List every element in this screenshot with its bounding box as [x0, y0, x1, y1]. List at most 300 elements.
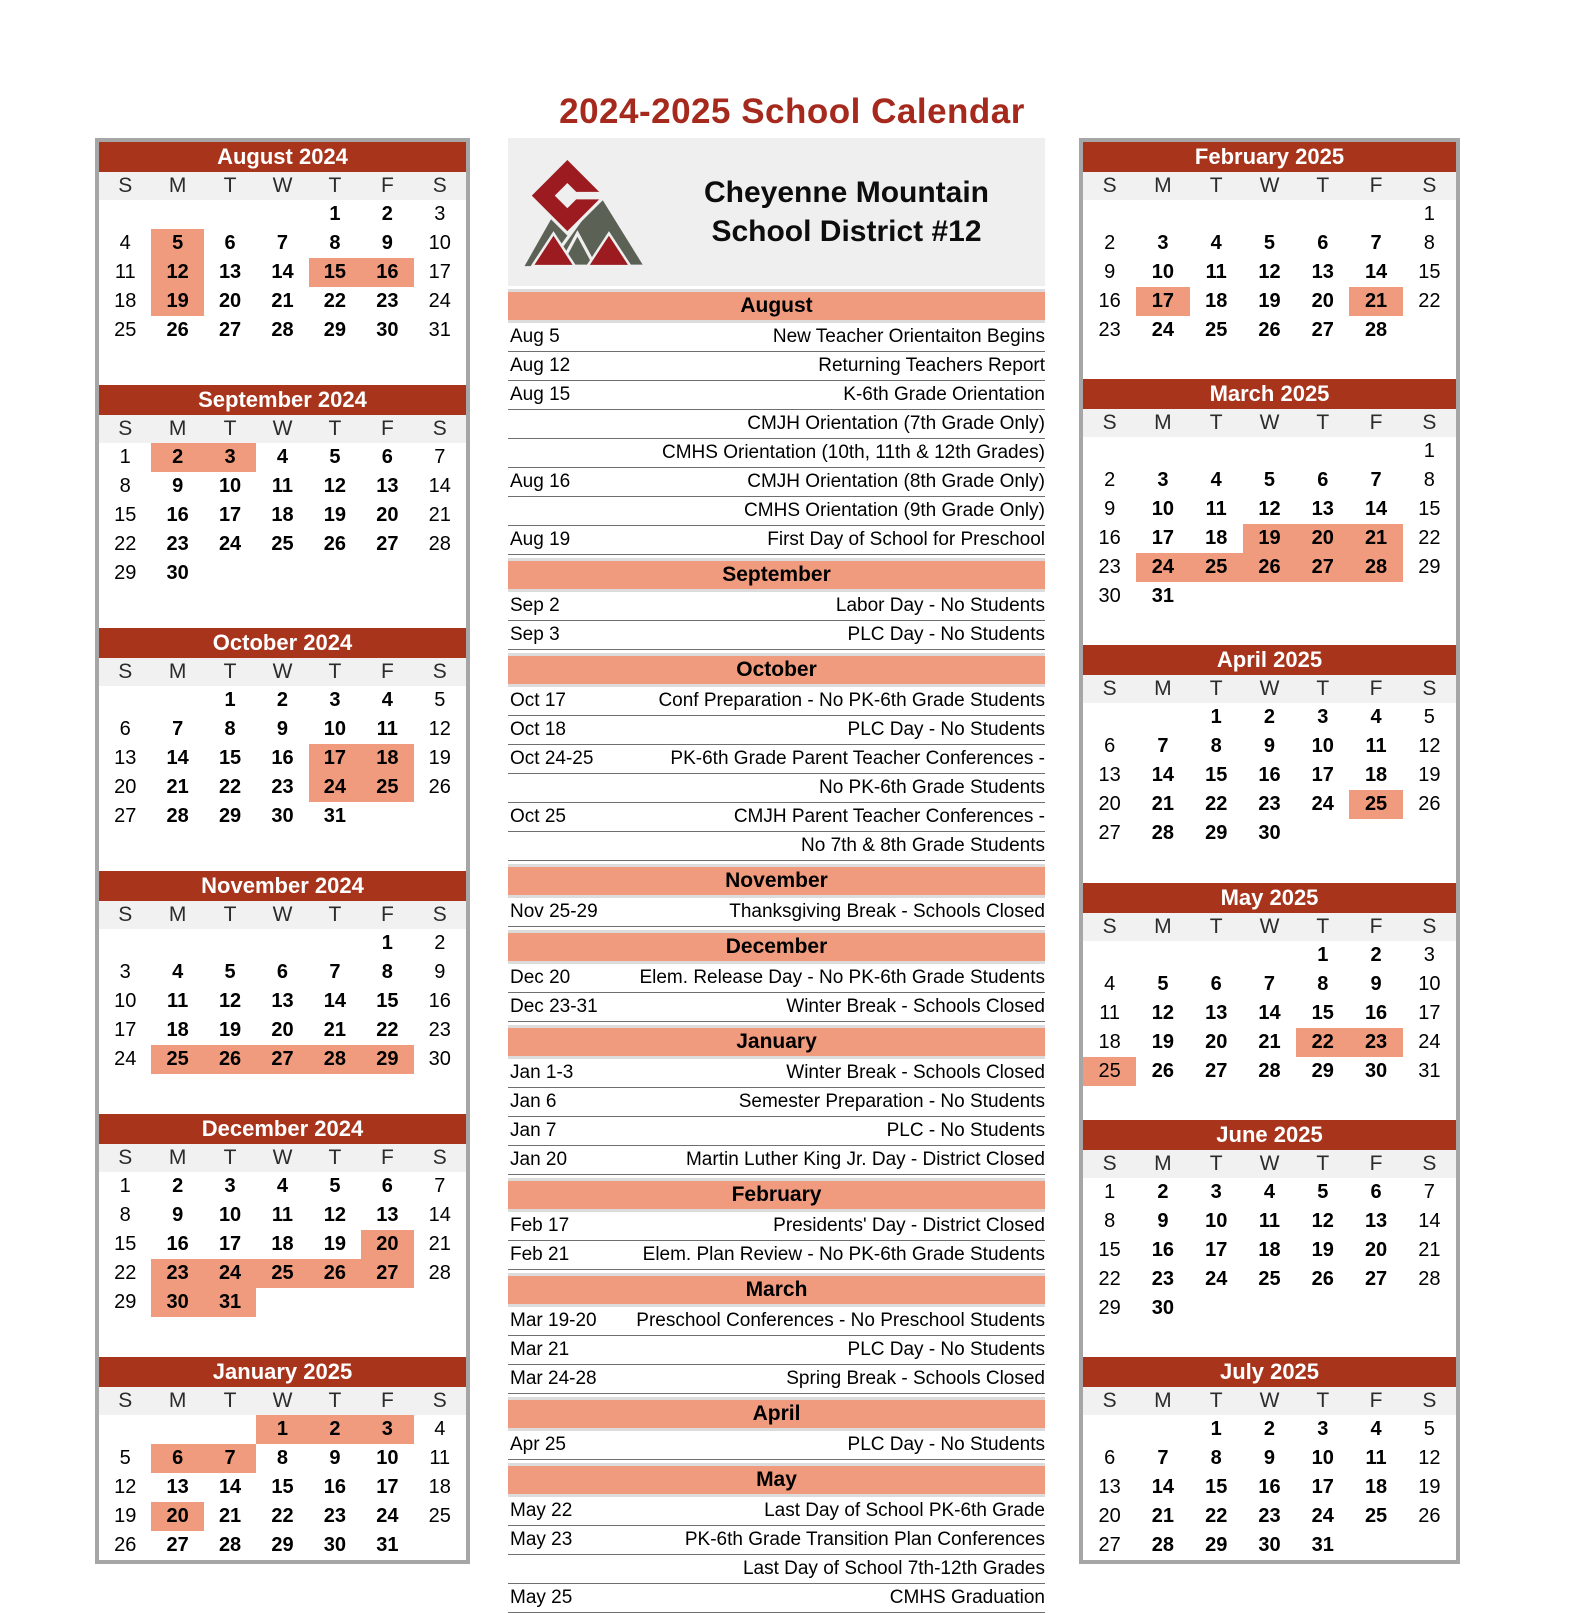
calendar-day-cell: 2: [309, 1415, 361, 1444]
calendar-day-cell: 8: [1210, 1446, 1222, 1469]
day-header-cell: S: [1422, 1388, 1437, 1412]
calendar-day-headers: [1083, 675, 1456, 703]
calendar-day-cell: [151, 686, 203, 715]
calendar-month: [1083, 883, 1456, 1086]
calendar-day-cell: 25: [114, 319, 137, 341]
event-date: Jan 20: [510, 1149, 568, 1170]
calendar-day-headers: [99, 1144, 466, 1172]
event-date: Mar 24-28: [510, 1368, 597, 1389]
calendar-week-row: [99, 1473, 466, 1502]
calendar-week-row: [99, 1415, 466, 1444]
calendar-day-cell: 8: [119, 1204, 131, 1226]
day-header-cell: W: [1259, 174, 1280, 197]
day-header-cell: S: [1102, 174, 1117, 197]
calendar-day-cell: 10: [1151, 498, 1175, 521]
calendar-week-row: [99, 229, 466, 258]
event-row: [508, 803, 1045, 832]
calendar-day-cell: 18: [361, 744, 413, 773]
calendar-day-cell: 22: [1418, 527, 1441, 550]
calendar-day-cell: 6: [381, 1175, 393, 1197]
calendar-week-row: [99, 472, 466, 501]
calendar-day-cell: 10: [218, 1204, 242, 1226]
calendar-day-cell: 1: [1210, 706, 1222, 729]
calendar-day-cell: 20: [1296, 524, 1349, 553]
calendar-day-cell: 5: [1423, 706, 1435, 729]
calendar-day-cell: 10: [376, 1447, 399, 1469]
calendar-week-row: [1083, 524, 1456, 553]
calendar-day-cell: 19: [1243, 524, 1296, 553]
calendar-day-cell: 22: [1418, 290, 1441, 312]
calendar-week-row: [99, 744, 466, 773]
month-band: March: [508, 1273, 1045, 1307]
calendar-day-cell: 1: [119, 446, 131, 468]
calendar-day-cell: 9: [329, 1447, 341, 1469]
calendar-week-row: [1083, 790, 1456, 819]
calendar-day-cell: 11: [1365, 1446, 1387, 1469]
calendar-day-cell: 18: [114, 290, 137, 312]
calendar-day-cell: 27: [361, 1259, 413, 1288]
calendar-day-cell: 26: [204, 1045, 256, 1074]
calendar-day-cell: 9: [381, 232, 393, 254]
calendar-day-cell: 28: [271, 319, 294, 341]
day-header-cell: T: [1209, 411, 1223, 435]
calendar-day-cell: 3: [1157, 469, 1169, 492]
calendar-day-cell: 26: [323, 533, 347, 555]
month-band: December: [508, 930, 1045, 964]
calendar-day-cell: 3: [204, 443, 256, 472]
calendar-day-cell: 14: [218, 1476, 242, 1498]
calendar-day-cell: 13: [1311, 261, 1334, 283]
calendar-day-cell: 9: [1263, 735, 1276, 758]
calendar-day-cell: 17: [1418, 1001, 1441, 1024]
calendar-day-cell: 21: [1418, 1238, 1441, 1261]
calendar-day-cell: 26: [309, 1259, 361, 1288]
event-description: Conf Preparation - No PK-6th Grade Students: [658, 690, 1045, 711]
calendar-day-cell: [1349, 200, 1402, 229]
calendar-day-cell: [1349, 1531, 1402, 1560]
day-header-cell: S: [432, 1146, 447, 1169]
calendar-week-row: [1083, 941, 1456, 970]
event-date: Dec 23-31: [510, 996, 598, 1017]
calendar-week-row: [99, 715, 466, 744]
calendar-day-cell: 25: [256, 1259, 308, 1288]
calendar-day-cell: 15: [376, 990, 399, 1012]
event-row: [508, 687, 1045, 716]
calendar-day-cell: 20: [1311, 290, 1334, 312]
calendar-day-cell: 24: [1311, 793, 1334, 816]
day-header-cell: S: [1102, 1388, 1117, 1412]
calendar-day-cell: 22: [271, 1505, 294, 1527]
event-description: CMHS Graduation: [889, 1587, 1045, 1608]
calendar-day-cell: 15: [309, 258, 361, 287]
calendar-day-cell: 31: [376, 1534, 399, 1556]
event-description: Spring Break - Schools Closed: [786, 1368, 1045, 1389]
calendar-day-cell: 29: [218, 805, 242, 827]
day-header-cell: M: [1154, 914, 1172, 938]
calendar-day-cell: 19: [1151, 1030, 1175, 1053]
calendar-day-cell: 16: [271, 747, 294, 769]
day-header-cell: T: [223, 1389, 237, 1412]
event-date: Jan 1-3: [510, 1062, 574, 1083]
calendar-day-cell: 6: [1104, 1446, 1116, 1469]
calendar-day-cell: 2: [1104, 469, 1116, 492]
calendar-day-cell: 4: [1210, 232, 1222, 254]
day-header-cell: S: [1102, 1151, 1117, 1175]
calendar-day-cell: [309, 929, 361, 958]
calendar-day-cell: [1403, 819, 1456, 848]
event-row: [508, 1241, 1045, 1270]
day-header-cell: W: [1259, 914, 1280, 938]
calendar-week-row: [99, 1201, 466, 1230]
calendar-day-cell: 19: [218, 1019, 242, 1041]
day-header-cell: W: [1259, 1388, 1280, 1412]
calendar-day-cell: 25: [1258, 1267, 1281, 1290]
calendar-day-cell: 14: [1151, 764, 1175, 787]
calendar-day-cell: 5: [329, 446, 341, 468]
calendar-day-cell: 12: [323, 475, 347, 497]
calendar-day-cell: 17: [1136, 287, 1189, 316]
calendar-day-cell: 29: [1098, 1296, 1121, 1319]
day-header-cell: F: [1369, 1388, 1383, 1412]
calendar-week-row: [99, 958, 466, 987]
calendar-day-cell: 13: [376, 475, 399, 497]
calendar-day-cell: 6: [119, 718, 131, 740]
calendar-day-cell: 23: [151, 1259, 203, 1288]
event-description: Winter Break - Schools Closed: [786, 1062, 1045, 1083]
calendar-day-cell: 15: [1311, 1001, 1334, 1024]
calendar-day-cell: 27: [1098, 822, 1121, 845]
event-date: Mar 19-20: [510, 1310, 597, 1331]
calendar-day-cell: 5: [329, 1175, 341, 1197]
calendar-day-cell: 3: [1423, 943, 1435, 966]
event-description: CMJH Orientation (8th Grade Only): [747, 471, 1045, 492]
calendar-week-row: [99, 1230, 466, 1259]
calendar-week-row: [1083, 761, 1456, 790]
calendar-month-title: April 2025: [1083, 645, 1456, 675]
calendar-week-row: [99, 1045, 466, 1074]
day-header-cell: F: [1369, 677, 1383, 701]
calendar-month-title: September 2024: [99, 385, 466, 415]
day-header-cell: M: [1154, 1151, 1172, 1175]
day-header-cell: F: [380, 1389, 394, 1412]
day-header-cell: S: [432, 417, 447, 440]
calendar-day-cell: 24: [204, 1259, 256, 1288]
calendar-day-cell: 17: [1311, 1475, 1334, 1498]
calendar-day-cell: 7: [1370, 232, 1382, 254]
calendar-day-cell: 30: [376, 319, 399, 341]
calendar-day-cell: 3: [361, 1415, 413, 1444]
calendar-week-row: [1083, 287, 1456, 316]
event-description: Last Day of School 7th-12th Grades: [742, 1558, 1045, 1579]
day-header-cell: S: [432, 903, 447, 926]
day-header-cell: T: [223, 660, 237, 683]
calendar-day-cell: 15: [1418, 498, 1441, 521]
calendar-day-cell: [1243, 200, 1296, 229]
calendar-day-cell: 20: [376, 504, 399, 526]
calendar-day-cell: 8: [276, 1447, 289, 1469]
calendar-day-cell: 30: [1364, 1059, 1388, 1082]
calendar-day-cell: [1403, 582, 1456, 611]
event-date: Mar 21: [510, 1339, 570, 1360]
calendar-week-row: [99, 802, 466, 831]
event-row: [508, 439, 1045, 468]
calendar-day-cell: 23: [428, 1019, 451, 1041]
calendar-day-cell: 14: [1364, 498, 1388, 521]
calendar-day-cell: 29: [271, 1534, 294, 1556]
calendar-month-title: May 2025: [1083, 883, 1456, 913]
day-header-cell: W: [1259, 411, 1280, 435]
calendar-day-cell: 5: [151, 229, 203, 258]
calendar-day-cell: [256, 1288, 308, 1317]
calendar-week-row: [1083, 466, 1456, 495]
calendar-week-row: [1083, 1444, 1456, 1473]
day-header-cell: M: [168, 1146, 187, 1169]
calendar-month: [99, 142, 466, 345]
calendar-week-row: [99, 258, 466, 287]
calendar-day-cell: 16: [1258, 764, 1281, 787]
calendar-month-title: December 2024: [99, 1114, 466, 1144]
calendar-day-cell: 2: [381, 203, 393, 225]
calendar-day-cell: [361, 802, 413, 831]
calendar-day-headers: [99, 658, 466, 686]
calendar-day-cell: 22: [1205, 1504, 1228, 1527]
calendar-day-cell: 1: [224, 689, 236, 711]
calendar-day-cell: 11: [1365, 735, 1387, 758]
calendar-day-cell: 25: [271, 533, 294, 555]
calendar-day-cell: 7: [434, 446, 446, 468]
day-header-cell: T: [328, 1146, 342, 1169]
event-row: [508, 621, 1045, 650]
calendar-day-cell: 31: [1151, 585, 1175, 608]
calendar-day-cell: 28: [309, 1045, 361, 1074]
event-description: PLC Day - No Students: [847, 624, 1045, 645]
calendar-day-cell: 26: [428, 776, 451, 798]
calendar-day-cell: 10: [1311, 735, 1334, 758]
calendar-week-row: [99, 1016, 466, 1045]
calendar-day-cell: 14: [428, 475, 451, 497]
calendar-day-cell: 12: [1258, 261, 1281, 283]
calendar-day-cell: [1296, 437, 1349, 466]
calendar-day-cell: 30: [166, 562, 189, 584]
calendar-day-cell: 8: [329, 232, 341, 254]
event-row: [508, 1307, 1045, 1336]
calendar-week-row: [1083, 732, 1456, 761]
calendar-week-row: [1083, 1473, 1456, 1502]
calendar-day-cell: 16: [1258, 1475, 1281, 1498]
calendar-day-cell: 14: [1364, 261, 1388, 283]
calendar-day-cell: 6: [381, 446, 393, 468]
calendar-day-cell: 23: [271, 776, 294, 798]
day-header-cell: T: [1209, 1151, 1223, 1175]
event-description: Winter Break - Schools Closed: [786, 996, 1045, 1017]
calendar-day-cell: 10: [114, 990, 137, 1012]
calendar-day-cell: [1349, 437, 1402, 466]
calendar-day-cell: [1243, 437, 1296, 466]
calendar-day-cell: [1083, 1415, 1136, 1444]
event-date: Oct 17: [510, 690, 566, 711]
calendar-day-cell: 19: [323, 1233, 347, 1255]
calendar-month-title: October 2024: [99, 628, 466, 658]
calendar-day-cell: 7: [172, 718, 184, 740]
calendar-day-cell: [204, 559, 256, 588]
calendar-day-cell: 17: [114, 1019, 137, 1041]
calendar-day-cell: 5: [119, 1447, 131, 1469]
calendar-day-cell: 31: [428, 319, 451, 341]
day-header-cell: F: [1369, 174, 1383, 197]
day-header-cell: S: [118, 174, 133, 197]
event-row: [508, 1088, 1045, 1117]
calendar-day-cell: 15: [218, 747, 242, 769]
calendar-day-cell: [1136, 200, 1189, 229]
day-header-cell: T: [1316, 174, 1330, 197]
calendar-day-headers: [1083, 1387, 1456, 1415]
calendar-day-cell: 30: [271, 805, 294, 827]
calendar-day-cell: [99, 200, 151, 229]
calendar-day-cell: [309, 1288, 361, 1317]
calendar-week-row: [1083, 495, 1456, 524]
calendar-day-cell: 2: [1263, 1417, 1276, 1440]
day-header-cell: W: [272, 1389, 293, 1412]
calendar-day-cell: 14: [166, 747, 189, 769]
day-header-cell: W: [272, 660, 293, 683]
event-date: May 22: [510, 1500, 573, 1521]
event-date: Sep 3: [510, 624, 560, 645]
calendar-day-cell: 27: [1098, 1533, 1121, 1556]
calendar-month: [99, 628, 466, 831]
event-row: [508, 964, 1045, 993]
calendar-day-cell: 3: [224, 1175, 236, 1197]
event-row: [508, 745, 1045, 774]
calendar-day-cell: 23: [166, 533, 189, 555]
calendar-day-headers: [1083, 409, 1456, 437]
calendar-day-cell: 24: [376, 1505, 399, 1527]
event-date: Aug 15: [510, 384, 571, 405]
calendar-day-cell: 30: [151, 1288, 203, 1317]
month-band: May: [508, 1463, 1045, 1497]
day-header-cell: S: [1102, 677, 1117, 701]
calendar-day-cell: 1: [1210, 1417, 1222, 1440]
calendar-day-cell: 12: [1418, 735, 1441, 758]
calendar-day-cell: 2: [1263, 706, 1276, 729]
calendar-day-cell: 13: [376, 1204, 399, 1226]
calendar-day-cell: 28: [218, 1534, 242, 1556]
calendar-day-cell: 22: [218, 776, 242, 798]
calendar-day-cell: 27: [114, 805, 137, 827]
calendar-day-cell: 5: [1263, 469, 1276, 492]
calendar-day-cell: 26: [1151, 1059, 1175, 1082]
calendar-day-cell: 26: [166, 319, 189, 341]
calendar-day-cell: [1296, 1294, 1349, 1323]
calendar-day-cell: 4: [434, 1418, 446, 1440]
calendar-day-cell: 2: [276, 689, 289, 711]
month-band: September: [508, 558, 1045, 592]
day-header-cell: T: [1209, 914, 1223, 938]
event-description: Thanksgiving Break - Schools Closed: [729, 901, 1045, 922]
calendar-day-cell: 10: [323, 718, 347, 740]
calendar-day-headers: [1083, 172, 1456, 200]
calendar-day-cell: 6: [1104, 735, 1116, 758]
calendar-day-cell: [1083, 703, 1136, 732]
calendar-day-cell: 12: [428, 718, 451, 740]
calendar-day-cell: 4: [276, 446, 289, 468]
calendar-day-cell: 25: [428, 1505, 451, 1527]
event-date: Oct 25: [510, 806, 566, 827]
calendar-day-cell: 22: [323, 290, 347, 312]
calendar-day-cell: [1243, 1294, 1296, 1323]
day-header-cell: T: [1316, 1151, 1330, 1175]
day-header-cell: W: [272, 903, 293, 926]
day-header-cell: M: [1154, 1388, 1172, 1412]
calendar-day-cell: 20: [1098, 1504, 1121, 1527]
calendar-day-cell: 31: [204, 1288, 256, 1317]
calendar-day-cell: 24: [1136, 553, 1189, 582]
calendar-day-cell: [414, 802, 466, 831]
calendar-day-cell: 4: [119, 232, 131, 254]
calendar-day-cell: 11: [271, 1204, 294, 1226]
event-row: [508, 993, 1045, 1022]
calendar-day-cell: 12: [1311, 1209, 1334, 1232]
day-header-cell: F: [380, 417, 394, 440]
day-header-cell: T: [223, 1146, 237, 1169]
calendar-day-cell: 5: [1423, 1417, 1435, 1440]
calendar-month-title: June 2025: [1083, 1120, 1456, 1150]
calendar-day-cell: [1296, 582, 1349, 611]
calendar-month-title: July 2025: [1083, 1357, 1456, 1387]
day-header-cell: T: [1209, 1388, 1223, 1412]
calendar-day-cell: 8: [1317, 972, 1329, 995]
calendar-day-cell: 3: [329, 689, 341, 711]
day-header-cell: W: [1259, 1151, 1280, 1175]
calendar-day-cell: 20: [151, 1502, 203, 1531]
calendar-day-cell: 9: [172, 475, 184, 497]
calendar-week-row: [99, 686, 466, 715]
calendar-day-cell: 29: [1311, 1059, 1334, 1082]
event-description: PK-6th Grade Transition Plan Conferences: [684, 1529, 1045, 1550]
calendar-month: [99, 385, 466, 588]
calendar-day-cell: 16: [428, 990, 451, 1012]
calendar-day-cell: 2: [1157, 1180, 1169, 1203]
calendar-day-cell: 15: [114, 504, 137, 526]
day-header-cell: F: [380, 903, 394, 926]
calendar-week-row: [99, 987, 466, 1016]
calendar-day-cell: 16: [1364, 1001, 1388, 1024]
calendar-week-row: [1083, 1178, 1456, 1207]
calendar-day-cell: 9: [434, 961, 446, 983]
calendar-day-cell: 21: [1349, 287, 1402, 316]
calendar-day-cell: 19: [151, 287, 203, 316]
event-description: Preschool Conferences - No Preschool Students: [636, 1310, 1045, 1331]
day-header-cell: S: [118, 417, 133, 440]
calendar-day-cell: 18: [1205, 527, 1228, 550]
calendar-week-row: [99, 1288, 466, 1317]
day-header-cell: M: [1154, 174, 1172, 197]
calendar-week-row: [99, 1259, 466, 1288]
calendar-day-cell: 17: [1205, 1238, 1228, 1261]
calendar-day-cell: 3: [119, 961, 131, 983]
calendar-day-cell: 8: [1423, 469, 1435, 492]
calendar-day-cell: 30: [428, 1048, 451, 1070]
event-description: PK-6th Grade Parent Teacher Conferences -: [670, 748, 1045, 769]
event-row: [508, 497, 1045, 526]
calendar-week-row: [1083, 819, 1456, 848]
calendar-day-cell: 12: [1258, 498, 1281, 521]
event-date: Aug 16: [510, 471, 571, 492]
calendar-day-cell: 22: [114, 1262, 137, 1284]
calendar-day-cell: 23: [1258, 1504, 1281, 1527]
calendar-day-cell: [1403, 316, 1456, 345]
calendar-day-cell: 17: [1151, 527, 1175, 550]
calendar-day-cell: 28: [1364, 319, 1388, 341]
